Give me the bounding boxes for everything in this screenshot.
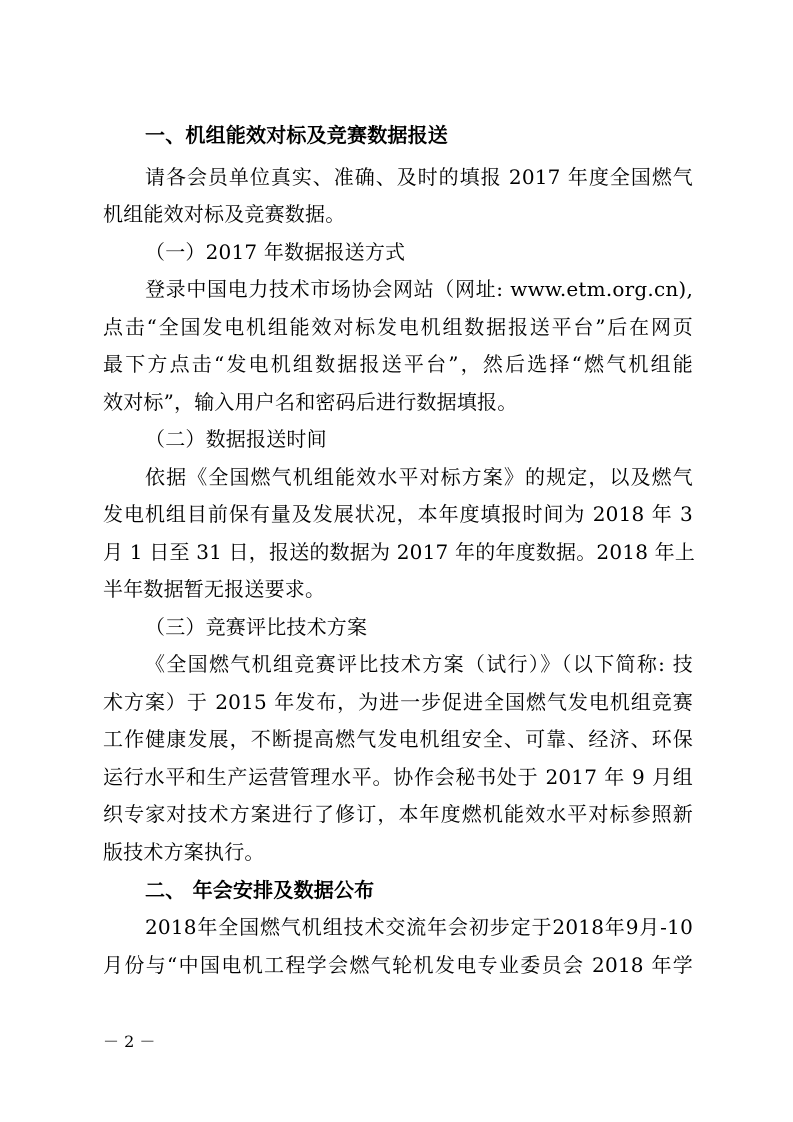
paragraph-line: 请各会员单位真实、准确、及时的填报 2017 年度全国燃气 [145,165,693,189]
paragraph-line: 月 1 日至 31 日，报送的数据为 2017 年的年度数据。2018 年上 [103,540,696,564]
subsection-2-title: （二）数据报送时间 [145,427,327,451]
paragraph-line: 登录中国电力技术市场协会网站（网址: www.etm.org.cn), [145,277,693,301]
paragraph-line: 机组能效对标及竞赛数据。 [103,202,346,226]
paragraph-line: 半年数据暂无报送要求。 [103,577,326,601]
paragraph-line: 最下方点击“发电机组数据报送平台”，然后选择“燃气机组能 [103,352,693,376]
paragraph-line: 《全国燃气机组竞赛评比技术方案（试行）》（以下简称: 技 [145,652,693,676]
paragraph-line: 依据《全国燃气机组能效水平对标方案》的规定，以及燃气 [145,465,693,489]
paragraph-line: 效对标”，输入用户名和密码后进行数据填报。 [103,390,518,414]
paragraph-line: 版技术方案执行。 [103,840,265,864]
paragraph-line: 月份与“中国电机工程学会燃气轮机发电专业委员会 2018 年学 [103,953,693,977]
paragraph-line: 织专家对技术方案进行了修订，本年度燃机能效水平对标参照新 [103,802,693,826]
paragraph-line: 发电机组目前保有量及发展状况，本年度填报时间为 2018 年 3 [103,502,693,526]
paragraph-line: 点击“全国发电机组能效对标发电机组数据报送平台”后在网页 [103,315,693,339]
subsection-3-title: （三）竞赛评比技术方案 [145,615,368,639]
section-2-heading: 二、 年会安排及数据公布 [145,878,375,902]
paragraph-line: 术方案）于 2015 年发布，为进一步促进全国燃气发电机组竞赛 [103,690,693,714]
paragraph-line: 工作健康发展，不断提高燃气发电机组安全、可靠、经济、环保 [103,727,693,751]
paragraph-line: 2018年全国燃气机组技术交流年会初步定于2018年9月-10 [145,915,693,939]
page-number: － 2 － [103,1032,156,1051]
subsection-1-title: （一）2017 年数据报送方式 [145,240,406,264]
paragraph-line: 运行水平和生产运营管理水平。协作会秘书处于 2017 年 9 月组 [103,765,693,789]
section-1-heading: 一、机组能效对标及竞赛数据报送 [145,123,448,147]
